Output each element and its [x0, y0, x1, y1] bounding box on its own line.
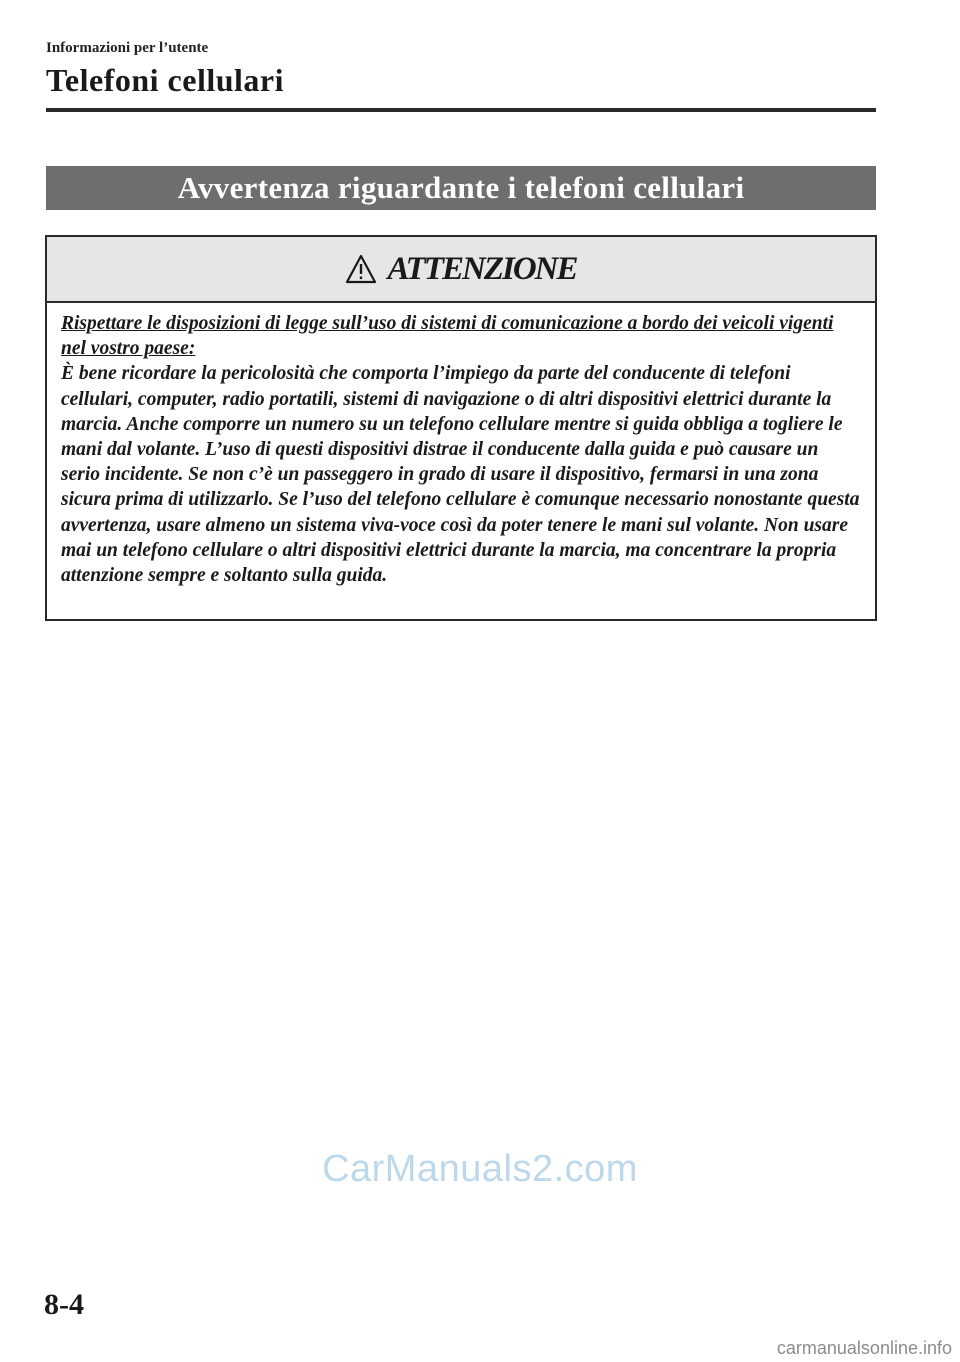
- warning-body: [47, 303, 875, 588]
- warning-text: È bene ricordare la pericolosità che comporta l’impiego da parte del conducente di telefoni cellulari, computer, radio portatili, sistemi di navigazione o di altri dispositivi elettrici durante la marcia. Anche comporre un numero su un telefono cellulare mentre si guida obbliga a togliere le mani dal volante. L’uso di questi dispositivi distrae il conducente dalla guida e può causare un serio incidente. Se non c’è un passeggero in grado di usare il dispositivo, fermarsi in una zona sicura prima di utilizzarlo. Se l’uso del telefono cellulare è comunque necessario nonostante questa avvertenza, usare almeno un sistema viva-voce così da poter tenere le mani sul volante. Non usare mai un telefono cellulare o altri dispositivi elettrici durante la marcia, ma concentrare la propria attenzione sempre e soltanto sulla guida.: [61, 363, 860, 587]
- page-number: 8-4: [44, 1288, 84, 1321]
- warning-box: [45, 235, 877, 621]
- warning-title: ATTENZIONE: [387, 250, 577, 287]
- page-title: Telefoni cellulari: [46, 62, 285, 98]
- footer-url: carmanualsonline.info: [776, 1338, 952, 1358]
- breadcrumb: Informazioni per l’utente: [46, 40, 209, 56]
- title-divider: [46, 108, 876, 112]
- warning-lead: Rispettare le disposizioni di legge sull’uso di sistemi di comunicazione a bordo dei veicoli vigenti nel vostro paese:: [61, 313, 834, 360]
- watermark: CarManuals2.com: [322, 1148, 638, 1190]
- warning-header: [47, 237, 875, 303]
- warning-triangle-icon: [345, 254, 377, 284]
- section-heading: Avvertenza riguardante i telefoni cellulari: [46, 166, 876, 210]
